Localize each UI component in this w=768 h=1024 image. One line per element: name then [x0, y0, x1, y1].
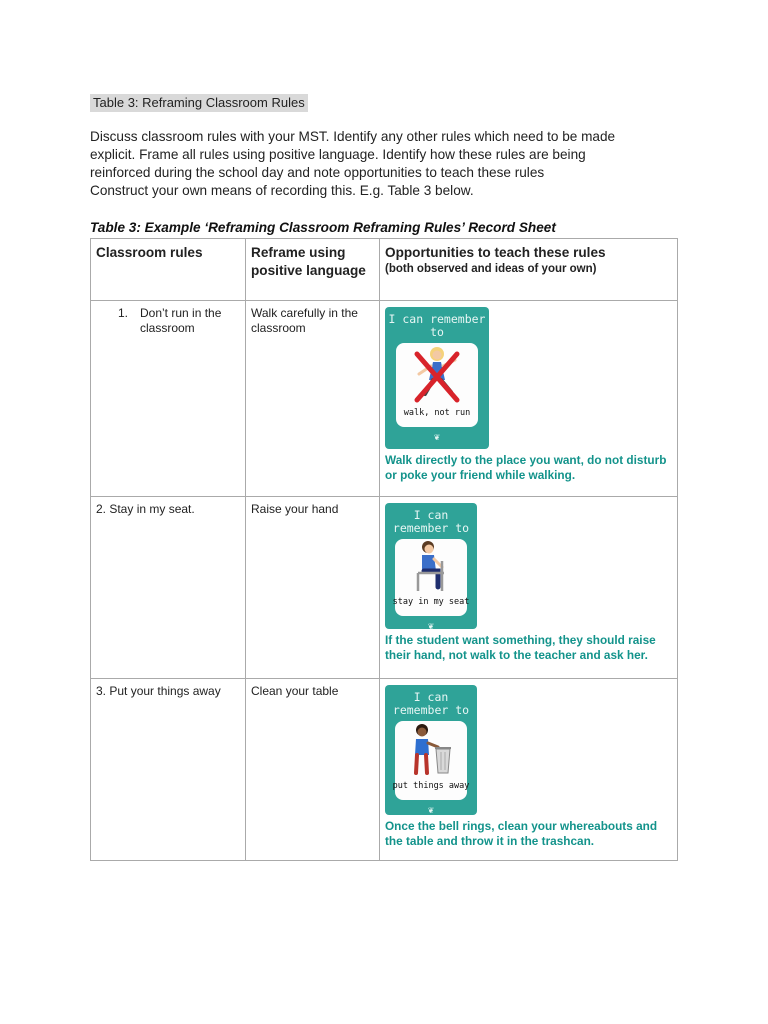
- intro-line: Construct your own means of recording this. E.g. Table 3 below.: [90, 183, 474, 198]
- table-row: [91, 679, 678, 861]
- rule-cell: [91, 301, 246, 497]
- reframe-cell: Walk carefully in the classroom: [246, 301, 380, 497]
- card-top-text: I can remember to: [392, 508, 470, 535]
- card-caption: put things away: [392, 781, 470, 791]
- child-sitting-chair-icon: [406, 539, 456, 595]
- opportunity-cell: [380, 497, 678, 679]
- intro-paragraph: [90, 128, 690, 200]
- intro-line: reinforced during the school day and note opportunities to teach these rules: [90, 165, 545, 180]
- rule-card-photo: [385, 307, 489, 449]
- teaching-note: Once the bell rings, clean your whereabouts and the table and throw it in the trashcan.: [385, 819, 658, 848]
- intro-line: explicit. Frame all rules using positive language. Identify how these rules are being: [90, 147, 586, 162]
- leaf-logo-icon: ❦: [427, 622, 435, 629]
- opportunity-cell: [380, 301, 678, 497]
- rules-table: [90, 238, 678, 861]
- teaching-note: Walk directly to the place you want, do not disturb or poke your friend while walking.: [385, 453, 667, 482]
- card-panel: [392, 539, 470, 616]
- intro-line: Discuss classroom rules with your MST. Identify any other rules which need to be made: [90, 129, 616, 144]
- table-row: [91, 497, 678, 679]
- section-heading: Table 3: Reframing Classroom Rules: [90, 94, 308, 112]
- card-panel: [392, 721, 470, 800]
- header-opportunities: [380, 239, 678, 301]
- table-header-row: [91, 239, 678, 301]
- card-top-text: I can remember to: [392, 690, 470, 717]
- table-caption: Table 3: Example ‘Reframing Classroom Reframing Rules’ Record Sheet: [90, 220, 556, 235]
- rule-cell: 3. Put your things away: [91, 679, 246, 861]
- numbered-rule: [96, 306, 240, 336]
- rule-text: Don’t run in the classroom: [140, 306, 222, 335]
- reframe-cell: Clean your table: [246, 679, 380, 861]
- reframe-cell: Raise your hand: [246, 497, 380, 679]
- leaf-logo-icon: ❦: [433, 433, 441, 442]
- rule-cell: 2. Stay in my seat.: [91, 497, 246, 679]
- header-opportunities-subtitle: (both observed and ideas of your own): [385, 263, 597, 275]
- card-caption: walk, not run: [403, 408, 471, 418]
- child-running-crossed-icon: [407, 344, 467, 406]
- leaf-logo-icon: ❦: [427, 806, 435, 815]
- header-opportunities-label: Opportunities to teach these rules: [385, 245, 606, 260]
- header-classroom-rules: Classroom rules: [91, 239, 246, 301]
- teaching-note: If the student want something, they should raise their hand, not walk to the teacher and ask her.: [385, 633, 656, 662]
- card-top-text: I can remember to: [388, 312, 486, 339]
- header-reframe: Reframe using positive language: [246, 239, 380, 301]
- card-panel: [396, 343, 477, 427]
- rule-card-photo: [385, 685, 477, 815]
- card-caption: stay in my seat: [392, 597, 470, 607]
- rule-number: 1.: [118, 306, 129, 320]
- rule-card-photo: [385, 503, 477, 629]
- opportunity-cell: [380, 679, 678, 861]
- child-trashcan-icon: [404, 721, 458, 779]
- table-row: [91, 301, 678, 497]
